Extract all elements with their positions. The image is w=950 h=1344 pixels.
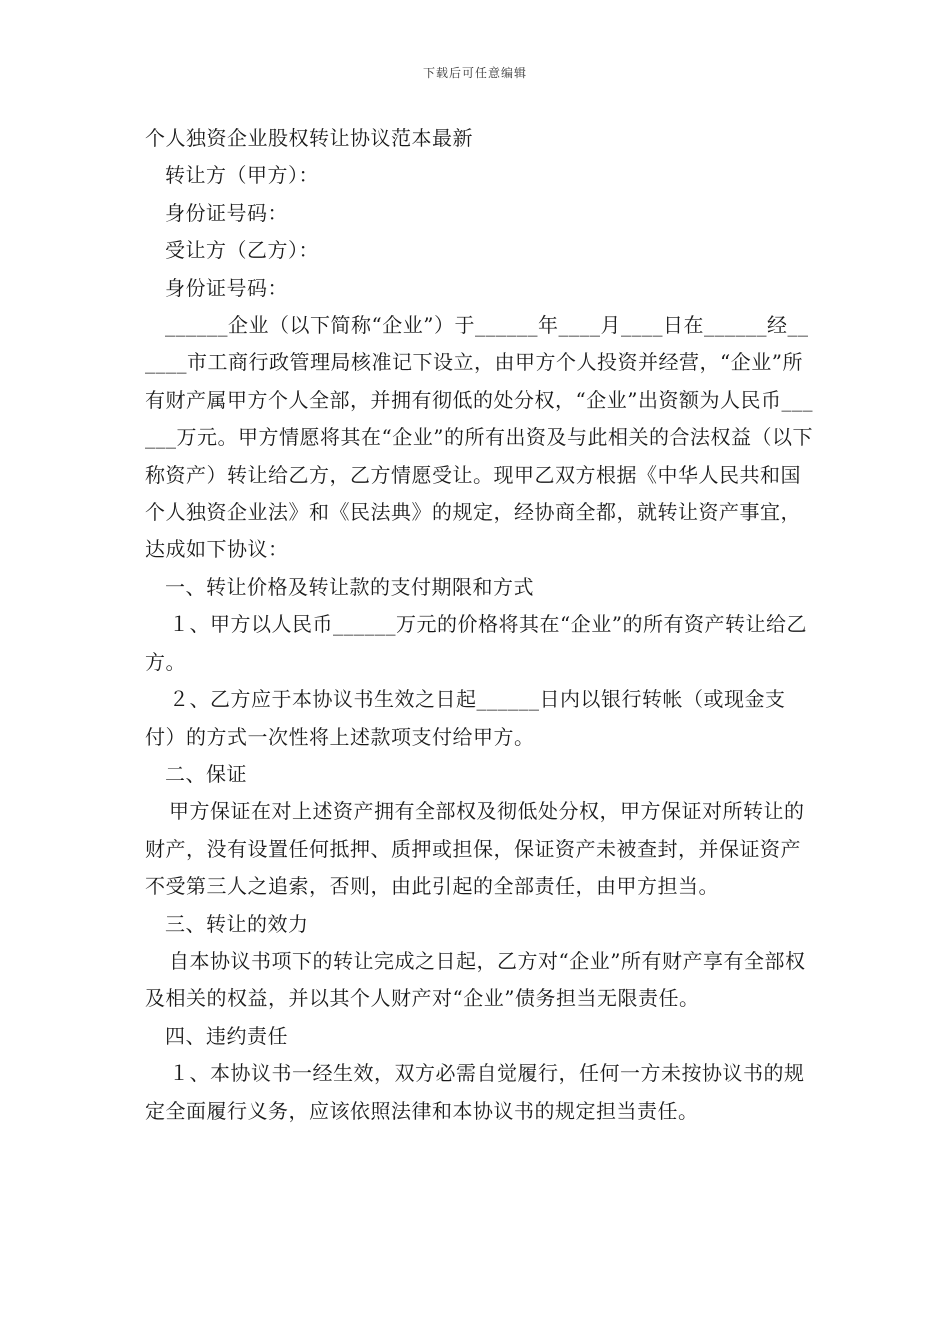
clause-price-1: １、甲方以人民币______万元的价格将其在“企业”的所有资产转让给乙方。 bbox=[145, 612, 807, 674]
clause-effect: 自本协议书项下的转让完成之日起，乙方对“企业”所有财产享有全部权及相关的权益，并以其个人财产对“企业”债务担当无限责任。 bbox=[145, 948, 806, 1011]
section-heading-price: 一、转让价格及转让款的支付期限和方式 bbox=[165, 574, 534, 599]
document-title: 个人独资企业股权转让协议范本最新 bbox=[145, 126, 473, 150]
section-heading-guarantee: 二、保证 bbox=[165, 761, 247, 786]
section-heading-effect: 三、转让的效力 bbox=[165, 911, 309, 936]
transferee-line: 受让方（乙方）： bbox=[165, 238, 319, 263]
transferor-id-line: 身份证号码： bbox=[165, 200, 288, 225]
transferor-line: 转让方（甲方）： bbox=[165, 163, 319, 188]
header-note: 下载后可任意编辑 bbox=[422, 66, 527, 80]
intro-paragraph: ______企业（以下简称“企业”）于______年____月____日在______经______市工商行政管理局核准记下设立，由甲方个人投资并经营，“企业”所有财产属甲方个人全部，并拥有彻低的处分权，“企业”出资额为人民币______万元。甲方情愿将其在“企业”的所有出资及与此相关的合法权益（以下称资产）转让给乙方，乙方情愿受让。现甲乙双方根据《中华人民共和国个人独资企业法》和《民法典》的规定，经协商全都，就转让资产事宜，达成如下协议： bbox=[145, 313, 813, 562]
section-heading-liability: 四、违约责任 bbox=[165, 1023, 288, 1048]
clause-price-2: ２、乙方应于本协议书生效之日起______日内以银行转帐（或现金支付）的方式一次性将上述款项支付给甲方。 bbox=[145, 687, 786, 749]
clause-liability-1: １、本协议书一经生效，双方必需自觉履行，任何一方未按协议书的规定全面履行义务，应该依照法律和本协议书的规定担当责任。 bbox=[145, 1061, 805, 1123]
clause-guarantee: 甲方保证在对上述资产拥有全部权及彻低处分权，甲方保证对所转让的财产，没有设置任何抵押、质押或担保，保证资产未被查封，并保证资产不受第三人之追索，否则，由此引起的全部责任，由甲方担当。 bbox=[145, 799, 805, 899]
document-body bbox=[145, 120, 815, 1130]
transferee-id-line: 身份证号码： bbox=[165, 275, 288, 300]
